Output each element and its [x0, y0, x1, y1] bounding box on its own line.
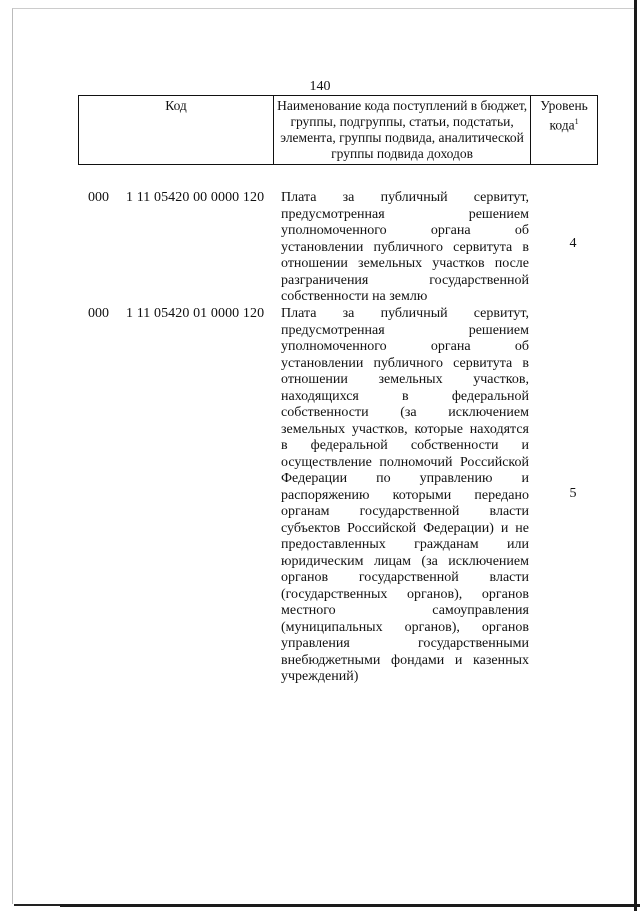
kbk-code: 1 11 05420 00 0000 120	[126, 190, 265, 205]
kbk-code: 1 11 05420 01 0000 120	[126, 306, 265, 321]
page-number: 140	[309, 79, 331, 94]
footnote-marker: 1	[574, 117, 579, 126]
header-level	[531, 96, 598, 165]
row-description: Плата за публичный сервитут, предусмотренная решением уполномоченного органа об установлении публичного сервитута в отношении земельных участков после разграничения государственной собственности на землю	[281, 190, 529, 304]
header-name-label: Наименование кода поступлений в бюджет, группы, подгруппы, статьи, подстатьи, элемента, группы подвида, аналитической группы подвида доходов	[277, 98, 528, 161]
admin-code: 000	[88, 190, 109, 205]
header-level-label: Уровень кода	[540, 98, 588, 133]
scan-edge-bottom	[60, 904, 640, 907]
admin-code: 000	[88, 306, 109, 321]
scan-edge-right	[634, 0, 637, 911]
header-code	[79, 96, 274, 165]
row-description: Плата за публичный сервитут, предусмотренная решением уполномоченного органа об установлении публичного сервитута в отношении земельных участков, находящихся в федеральной собственности (за исключением земельных участков, которые находятся в федеральной собственности и осуществление полномочий Российской Федерации по управлению и распоряжению которыми передано органам государственной власти субъектов Российской Федерации) и не предоставленных гражданам или юридическим лицам (за исключением органов государственной власти (государственных органов), органов местного самоуправления (муниципальных органов), органов управления государственными внебюджетными фондами и казенных учреждений)	[281, 306, 529, 684]
header-name	[274, 96, 531, 165]
row-level: 4	[569, 236, 577, 251]
row-level: 5	[569, 486, 577, 501]
header-code-label: Код	[165, 98, 187, 113]
table-header	[78, 95, 598, 165]
